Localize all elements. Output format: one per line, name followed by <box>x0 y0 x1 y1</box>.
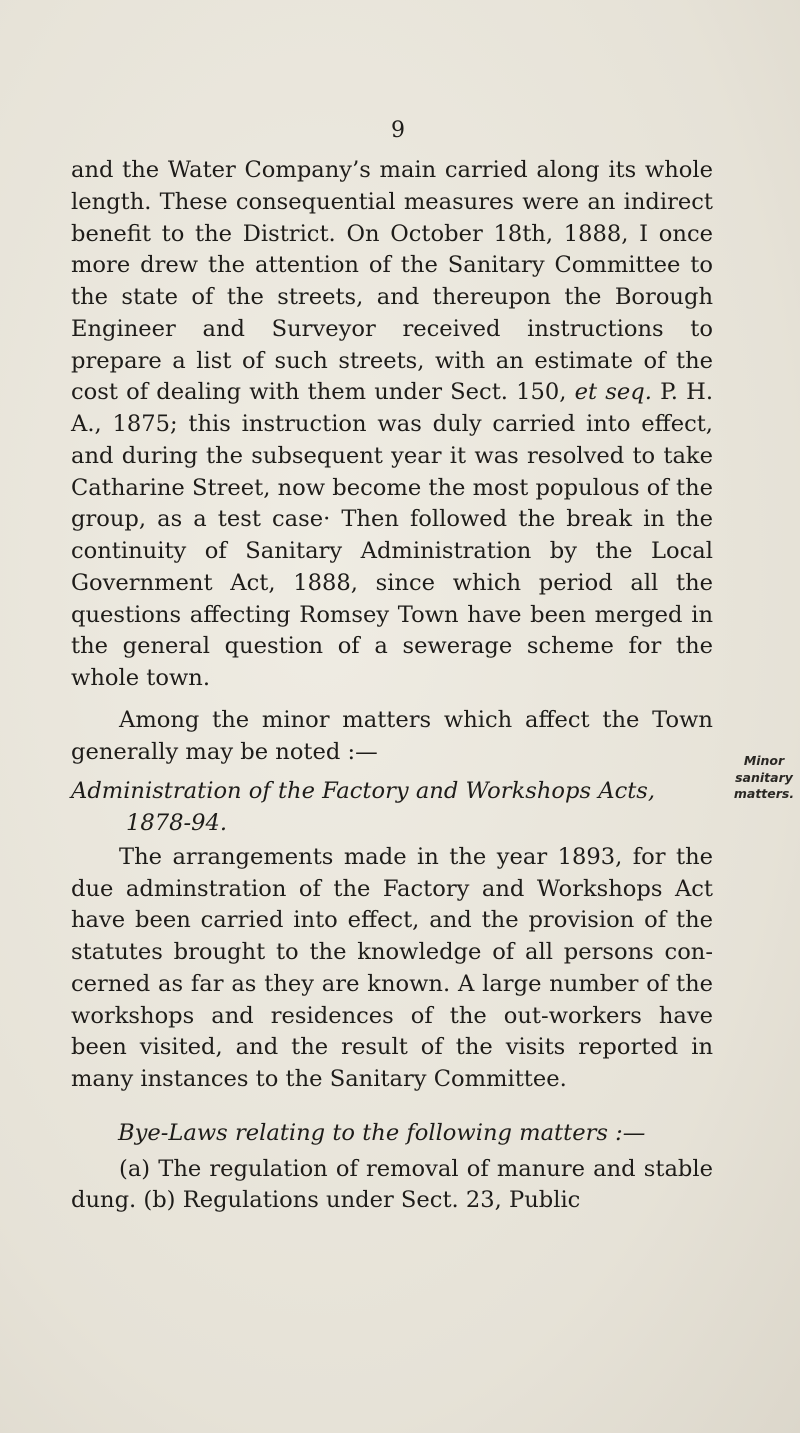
item-a-label: (a) <box>119 1155 151 1182</box>
margin-note-line2: sanitary <box>735 769 793 785</box>
paragraph-minor-matters: Among the minor matters which affect the Town generally may be noted :— <box>71 706 713 765</box>
paragraph-streets-text-2: P. H. A., 1875; this instruction was duly carried into effect, and during the subsequent year it was resolved to take Catharine Street, now become the most populous of the group, as a test case· Then followed the break in the continuity of Sanitary Administration by the Local Government Act, 1888, since which period all the questions affecting Romsey Town have been merged in the general question of a sewerage scheme for the whole town. <box>71 379 714 691</box>
heading-factory-acts-line1: Administration of the Factory and Workshops Acts, <box>71 778 656 805</box>
item-a-text: The regulation of removal of manure and stable dung. <box>71 1155 713 1214</box>
heading-factory-acts-line2: 1878-94. <box>126 810 228 836</box>
heading-bye-laws: Bye-Laws relating to the following matters :— <box>118 1119 646 1146</box>
et-seq-italic: et seq. <box>574 379 652 406</box>
margin-note-line1: Minor <box>743 753 785 768</box>
body-text <box>71 155 713 1217</box>
margin-note <box>728 753 800 803</box>
paragraph-streets-text-1: and the Water Company’s main carried along its whole length. These consequential measures were an indirect benefit to the District. On October 18th, 1888, I once more drew the attention of the Sanitary Committee to the state of the streets, and thereupon the Borough Engineer and Surveyor received instructions to prepare a list of such streets, with an estimate of the cost of dealing with them under Sect. 150, <box>71 157 713 406</box>
margin-note-line3: matters. <box>733 786 795 801</box>
paragraph-streets <box>71 155 713 695</box>
item-b-label: (b) <box>143 1187 176 1214</box>
paragraph-factory-arrangements: The arrangements made in the year 1893, for the due adminstration of the Factory and Workshops Act have been carried into effect, and the provision of the statutes brought to the knowledge of all persons concerned as far as they are known. A large number of the workshops and residences of the out-workers have been visited, and the result of the visits reported in many instances to the Sanitary Committee. <box>71 843 713 1092</box>
paragraph-bye-laws-list <box>71 1154 713 1218</box>
page-number: 9 <box>391 118 405 143</box>
heading-factory-acts <box>71 776 713 840</box>
item-b-text: Regulations under Sect. 23, Public <box>182 1187 581 1214</box>
